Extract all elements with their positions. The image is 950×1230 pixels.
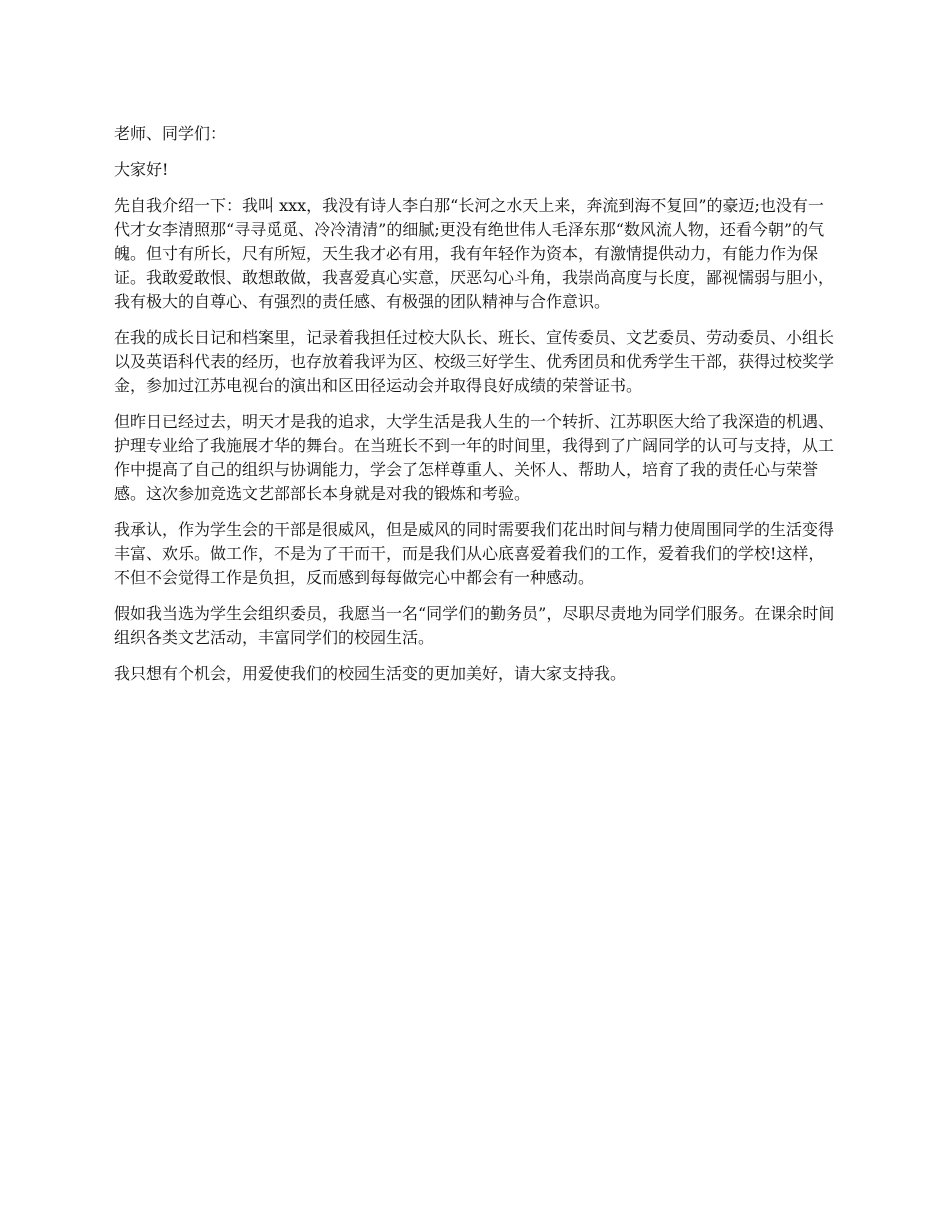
paragraph-promise: 假如我当选为学生会组织委员，我愿当一名“同学们的勤务员”，尽职尽责地为同学们服务。在课余时间组织各类文艺活动，丰富同学们的校园生活。: [114, 604, 835, 647]
paragraph-experience: 在我的成长日记和档案里，记录着我担任过校大队长、班长、宣传委员、文艺委员、劳动委员、小组长以及英语科代表的经历，也存放着我评为区、校级三好学生、优秀团员和优秀学生干部，获得过校奖学金，参加过江苏电视台的演出和区田径运动会并取得良好成绩的荣誉证书。: [114, 328, 835, 395]
salutation: 大家好!: [114, 160, 169, 179]
document-page: [114, 122, 839, 698]
paragraph-commitment: 我承认，作为学生会的干部是很威风，但是威风的同时需要我们花出时间与精力使周围同学的生活变得丰富、欢乐。做工作，不是为了干而干，而是我们从心底喜爱着我们的工作，爱着我们的学校!这样，不但不会觉得工作是负担，反而感到每每做完心中都会有一种感动。: [114, 520, 835, 587]
greeting: 老师、同学们：: [114, 124, 227, 143]
paragraph-university: 但昨日已经过去，明天才是我的追求，大学生活是我人生的一个转折、江苏职医大给了我深造的机遇、护理专业给了我施展才华的舞台。在当班长不到一年的时间里，我得到了广阔同学的认可与支持，从工作中提高了自己的组织与协调能力，学会了怎样尊重人、关怀人、帮助人，培育了我的责任心与荣誉感。这次参加竞选文艺部部长本身就是对我的锻炼和考验。: [114, 412, 835, 503]
paragraph-introduction: 先自我介绍一下：我叫 xxx，我没有诗人李白那“长河之水天上来，奔流到海不复回”的豪迈;也没有一代才女李清照那“寻寻觅觅、冷冷清清”的细腻;更没有绝世伟人毛泽东那“数风流人物，还看今朝”的气魄。但寸有所长，尺有所短，天生我才必有用，我有年轻作为资本，有激情提供动力，有能力作为保证。我敢爱敢恨、敢想敢做，我喜爱真心实意，厌恶勾心斗角，我崇尚高度与长度，鄙视懦弱与胆小，我有极大的自尊心、有强烈的责任感、有极强的团队精神与合作意识。: [114, 196, 835, 311]
paragraph-closing: 我只想有个机会，用爱使我们的校园生活变的更加美好，请大家支持我。: [114, 664, 627, 683]
